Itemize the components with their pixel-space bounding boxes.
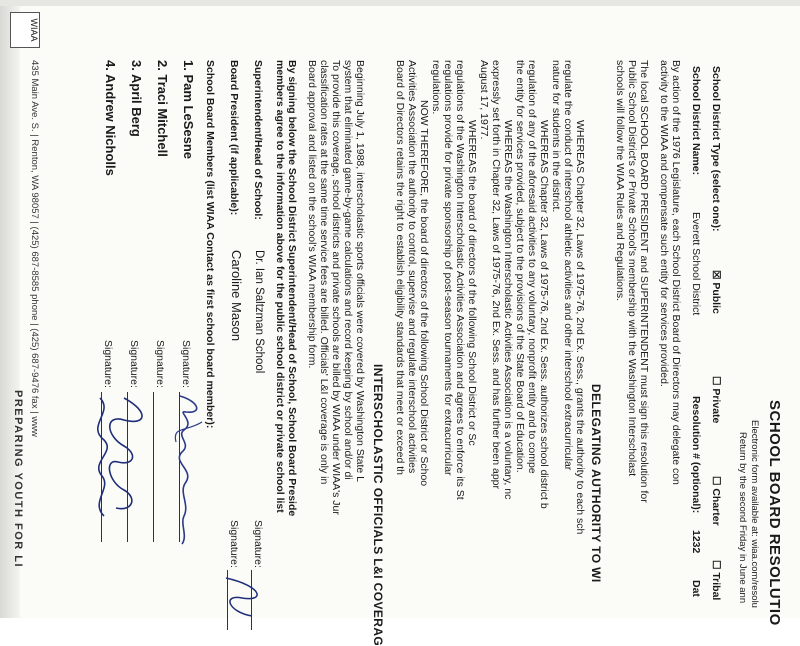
section1-line: expressly set forth in Chapter 32, Laws of 1975-76, 2nd Ex. Sess. and has further been appr: [490, 60, 502, 490]
type-option-tribal[interactable]: [710, 560, 722, 600]
superintendent-signature-label: Signature:: [252, 520, 264, 568]
resolution-value[interactable]: 1232: [690, 530, 702, 554]
district-name-value[interactable]: Everett School District: [690, 212, 702, 316]
checkbox-private[interactable]: ☐: [710, 376, 722, 386]
wiaa-logo: [10, 12, 40, 48]
date-label: Dat: [690, 580, 702, 597]
section1-line: regulations.: [430, 60, 442, 115]
section1-line: the entity for services provided, subject to the provisions of the State Board of Education.: [514, 60, 526, 473]
member-signature-label: Signature:: [154, 340, 166, 388]
type-option-charter[interactable]: [710, 476, 722, 526]
resolution-label: Resolution # (optional):: [690, 396, 702, 514]
superintendent-label: Superintendent/Head of School:: [252, 60, 264, 220]
checkbox-tribal[interactable]: ☐: [710, 560, 722, 570]
member-number: 1.: [181, 60, 196, 71]
handwritten-signature-andrew: [80, 392, 120, 542]
handwritten-signature-pam: [166, 392, 206, 552]
section-delegating-title: DELEGATING AUTHORITY TO WI: [589, 384, 603, 583]
header-return-by: Return by the second Friday in June ann: [737, 432, 748, 604]
president-value[interactable]: Caroline Mason: [229, 250, 244, 342]
intro-line: activity to the WIAA and compensate such entity for services provided.: [658, 60, 670, 387]
signing-line: By signing below the School District Superintendent/Head of School, School Board Preside: [286, 60, 298, 517]
section2-line: To provide this coverage, school districts and private schools are billed by WIAA under WIAA's Jur: [330, 60, 342, 515]
members-heading: School Board Members (list WIAA Contact as first school board member):: [204, 60, 216, 429]
handwritten-signature-president: [216, 572, 272, 622]
type-option-charter-label: Charter: [710, 488, 722, 526]
document-title: SCHOOL BOARD RESOLUTIO: [766, 400, 783, 626]
section1-line: regulation of any of the aforesaid activities to any voluntary, nonprofit entity and to compe: [526, 60, 538, 474]
footer-contact: 435 Main Ave. S. | Renton, WA 98057 | (425) 687-8585 phone | (425) 687-9476 fax | www: [29, 60, 40, 437]
section1-line: Activities Association the authority to control, supervise and regulate interschool activities: [406, 60, 418, 474]
section1-line: WHEREAS the board of directors of the following School District or Sc: [466, 120, 478, 446]
checkbox-charter[interactable]: ☐: [710, 476, 722, 486]
section1-line: regulate the conduct of interschool athletic activities and other interschool extracurricular: [562, 60, 574, 471]
member-number: 2.: [155, 60, 170, 71]
section1-line: WHEREAS Chapter 32, Laws of 1975-76, 2nd Ex. Sess. authorizes school district b: [538, 120, 550, 509]
logo-text: WIAA: [29, 18, 39, 42]
type-option-private[interactable]: [710, 376, 722, 423]
member-number: 4.: [103, 60, 118, 71]
section1-line: NOW THEREFORE, the board of directors of the following School District or Schoo: [418, 100, 430, 487]
member-name[interactable]: Andrew Nicholls: [103, 73, 118, 176]
district-type-label: School District Type (select one):: [710, 66, 722, 232]
section1-line: regulations of the Washington Interscholastic Activities Association and agrees to enforce its St: [454, 60, 466, 500]
section1-line: regulations provide for private sponsorship of post-season tournaments for extracurricular: [442, 60, 454, 476]
section2-line: system that eliminated game-by-game calculations and record keeping by school and/or di: [342, 60, 354, 480]
section1-line: nature for students in the district.: [550, 60, 562, 213]
section2-line: Beginning July 1, 1988, interscholastic sports officials were covered by Washington State L: [354, 60, 366, 482]
section1-line: Board of Directors retains the right to establish eligibility standards that meet or exceed th: [394, 60, 406, 475]
intro2-line: Public School District's or Private School's membership with the Washington Interscholast: [626, 60, 638, 477]
member-name[interactable]: Pam LeSesne: [181, 74, 196, 160]
intro2-line: schools will follow the WIAA Rules and Regulations.: [614, 60, 626, 302]
footer-tagline: PREPARING YOUTH FOR LI: [12, 390, 24, 569]
member-signature-label: Signature:: [102, 340, 114, 388]
section1-line: WHEREAS the Washington Interscholastic Activities Association is a voluntary, nc: [502, 120, 514, 500]
header-electronic-form: Electronic form available at: wiaa.com/resolu: [749, 420, 760, 608]
member-row: [156, 60, 168, 157]
member-number: 3.: [129, 60, 144, 71]
superintendent-value[interactable]: Dr. Ian Saltzman School: [253, 250, 265, 374]
member-row: [130, 60, 142, 137]
section2-line: classification rates at the same time service fees are billed. Officials' L&I coverage is only in: [318, 60, 330, 485]
type-option-public-label: Public: [710, 282, 722, 314]
type-option-tribal-label: Tribal: [710, 572, 722, 601]
type-option-private-label: Private: [710, 388, 722, 424]
section1-line: WHEREAS Chapter 32, Laws of 1975-76, 2nd Ex. Sess., grants the authority to each sch: [574, 120, 586, 535]
intro-line: By action of the 1976 Legislature, each School District Board of Directors may delegate con: [670, 60, 682, 485]
member-row: [182, 60, 194, 159]
president-signature-label: Signature:: [228, 520, 240, 568]
member-row: [104, 60, 116, 176]
district-name-label: School District Name:: [690, 66, 702, 176]
section1-line: August 17, 1977.: [478, 60, 490, 140]
signing-line: members agree to the information above for the public school district or private school list: [274, 60, 286, 513]
president-label: Board President (if applicable):: [228, 60, 240, 216]
member-signature-label: Signature:: [128, 340, 140, 388]
member-name[interactable]: April Berg: [129, 73, 144, 137]
section-officials-title: INTERSCHOLASTIC OFFICIALS L&I COVERAG: [371, 364, 385, 646]
member-signature-label: Signature:: [180, 340, 192, 388]
intro2-line: The local SCHOOL BOARD PRESIDENT and SUPERINTENDENT must sign this resolution for: [638, 60, 650, 503]
type-option-public[interactable]: [710, 270, 722, 314]
member-name[interactable]: Traci Mitchell: [155, 74, 170, 157]
checkbox-public[interactable]: ☒: [710, 270, 722, 280]
section2-line: Board approval and listed on the school's WIAA membership form.: [306, 60, 318, 369]
